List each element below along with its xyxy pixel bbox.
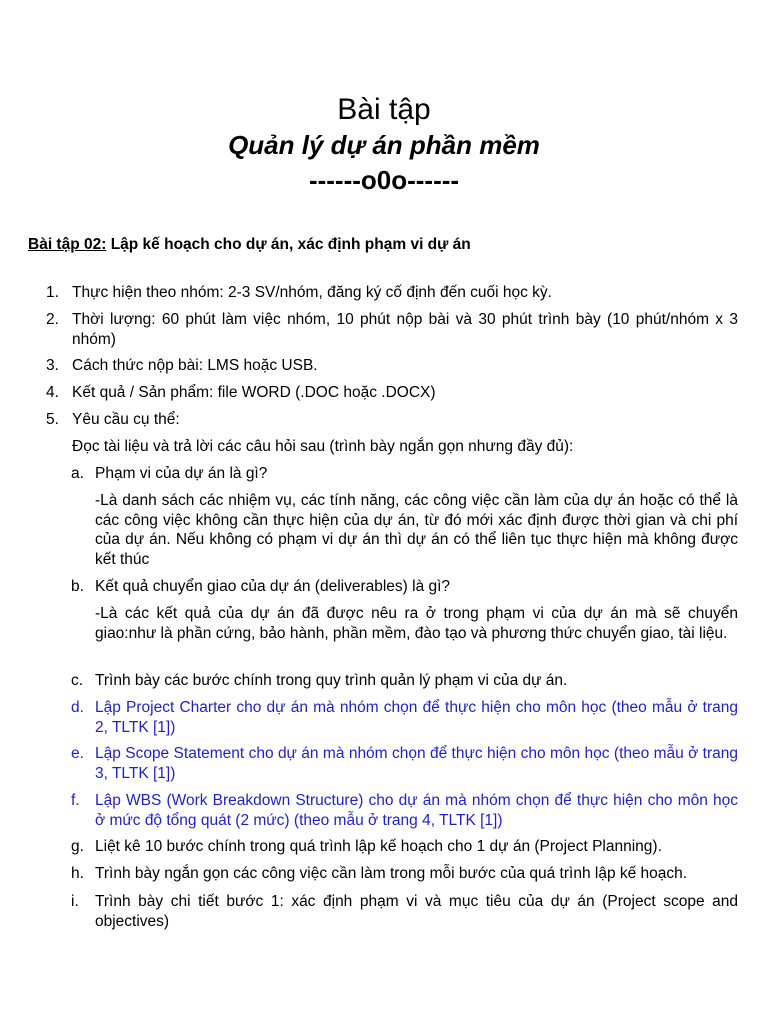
doc-title: Bài tập — [337, 93, 431, 126]
list-item-number: 1. — [46, 284, 59, 301]
question-letter: b. — [71, 578, 84, 595]
question-letter: i. — [71, 893, 79, 910]
section-label: Bài tập 02: — [28, 236, 107, 253]
question-letter: h. — [71, 865, 84, 882]
question-text: Lập WBS (Work Breakdown Structure) cho dự án mà nhóm chọn để thực hiện cho môn học ở mức độ tổng quát (2 mức) (theo mẫu ở trang 4, TLTK [1]) — [95, 792, 738, 829]
question-text: Trình bày các bước chính trong quy trình quản lý phạm vi của dự án. — [95, 672, 568, 689]
question-letter: f. — [71, 792, 80, 809]
question-text: Lập Project Charter cho dự án mà nhóm chọn để thực hiện cho môn học (theo mẫu ở trang 2, TLTK [1]) — [95, 699, 738, 736]
list-item-text: Thực hiện theo nhóm: 2-3 SV/nhóm, đăng ký cố định đến cuối học kỳ. — [72, 284, 552, 301]
question-letter: d. — [71, 699, 84, 716]
question-text: Liệt kê 10 bước chính trong quá trình lập kế hoạch cho 1 dự án (Project Planning). — [95, 838, 662, 855]
list-item-text: Cách thức nộp bài: LMS hoặc USB. — [72, 357, 318, 374]
doc-divider: ------o0o------ — [308, 165, 460, 195]
list-item-number: 5. — [46, 411, 59, 428]
answer-text: -Là danh sách các nhiệm vụ, các tính năng, các công việc cần làm của dự án hoặc có thể là các công việc không cần thực hiện của dự án, từ đó mới xác định được thời gian và chi phí của dự án. Nếu không có phạm vi dự án thì dự án có thể liên tục thực hiện mà không được kết thúc — [95, 492, 738, 568]
question-text: Phạm vi của dự án là gì? — [95, 465, 268, 482]
section-title: Lập kế hoạch cho dự án, xác định phạm vi dự án — [106, 236, 471, 253]
list-item-number: 2. — [46, 311, 59, 328]
list-item-number: 4. — [46, 384, 59, 401]
list-item-text: Kết quả / Sản phẩm: file WORD (.DOC hoặc .DOCX) — [72, 384, 436, 401]
question-letter: e. — [71, 745, 84, 762]
question-text: Trình bày chi tiết bước 1: xác định phạm vi và mục tiêu của dự án (Project scope and objectives) — [95, 893, 738, 930]
answer-text: -Là các kết quả của dự án đã được nêu ra ở trong phạm vi của dự án mà sẽ chuyển giao:như là phần cứng, bảo hành, phần mềm, đào tạo và phương thức chuyển giao, tài liệu. — [95, 605, 738, 642]
list-item-text: Yêu cầu cụ thể: — [72, 411, 180, 428]
question-text: Kết quả chuyển giao của dự án (deliverables) là gì? — [95, 578, 451, 595]
list-item-number: 3. — [46, 357, 59, 374]
question-text: Trình bày ngắn gọn các công việc cần làm trong mỗi bước của quá trình lập kế hoạch. — [95, 865, 688, 882]
section-heading — [28, 234, 471, 256]
question-letter: g. — [71, 838, 84, 855]
question-letter: c. — [71, 672, 84, 689]
question-text: Lập Scope Statement cho dự án mà nhóm chọn để thực hiện cho môn học (theo mẫu ở trang 3, TLTK [1]) — [95, 745, 738, 782]
question-letter: a. — [71, 465, 84, 482]
doc-subtitle: Quản lý dự án phần mềm — [228, 130, 540, 160]
intro-text: Đọc tài liệu và trả lời các câu hỏi sau (trình bày ngắn gọn nhưng đầy đủ): — [72, 438, 574, 455]
list-item-text: Thời lượng: 60 phút làm việc nhóm, 10 phút nộp bài và 30 phút trình bày (10 phút/nhóm x 3 nhóm) — [72, 311, 738, 348]
